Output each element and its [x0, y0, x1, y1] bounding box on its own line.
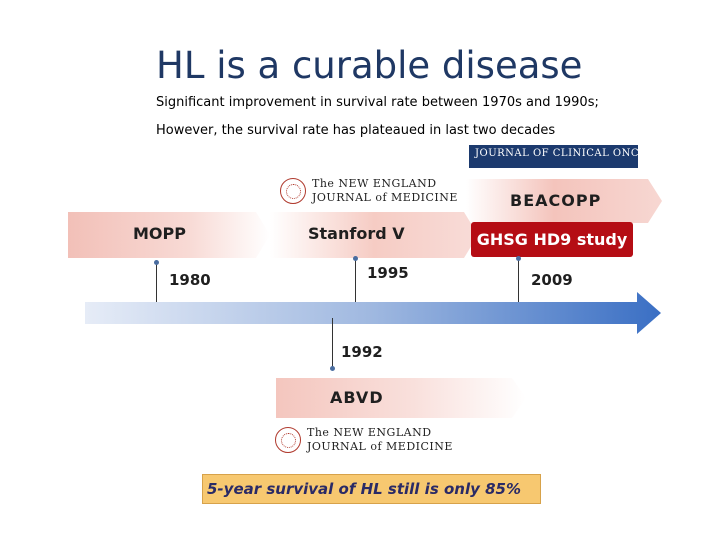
jco-logo-text: JOURNAL OF CLINICAL ONCOLOGY — [475, 148, 679, 159]
tick-2009-dot — [516, 256, 521, 261]
nejm-seal-icon — [280, 178, 306, 204]
page-title: HL is a curable disease — [156, 44, 583, 87]
nejm-logo-line1: The NEW ENGLAND — [307, 426, 432, 439]
nejm-logo-line1: The NEW ENGLAND — [312, 177, 437, 190]
year-1992: 1992 — [341, 343, 383, 361]
stanford-label: Stanford V — [308, 224, 405, 243]
year-2009: 2009 — [531, 271, 573, 289]
year-1995: 1995 — [367, 264, 409, 282]
timeline-arrow — [85, 292, 665, 334]
jco-logo-strip — [509, 160, 511, 165]
tick-1992 — [332, 318, 333, 368]
subtitle-line-2: However, the survival rate has plateaued in last two decades — [156, 123, 556, 138]
ghsg-hd9-box: GHSG HD9 study — [471, 222, 633, 257]
jco-logo — [469, 145, 679, 168]
tick-1980-dot — [154, 260, 159, 265]
subtitle-line-1: Significant improvement in survival rate between 1970s and 1990s; — [156, 95, 599, 110]
beacopp-label: BEACOPP — [510, 191, 602, 210]
abvd-band — [276, 378, 526, 418]
abvd-label: ABVD — [330, 388, 384, 407]
nejm-logo-line2: JOURNAL of MEDICINE — [312, 191, 458, 204]
nejm-logo-line2: JOURNAL of MEDICINE — [307, 440, 453, 453]
year-1980: 1980 — [169, 271, 211, 289]
survival-note: 5-year survival of HL still is only 85% — [202, 474, 541, 504]
mopp-label: MOPP — [133, 224, 186, 243]
tick-1992-dot — [330, 366, 335, 371]
nejm-logo-top — [280, 176, 458, 206]
nejm-seal-icon — [275, 427, 301, 453]
nejm-logo-bottom — [275, 425, 453, 455]
tick-1995-dot — [353, 256, 358, 261]
